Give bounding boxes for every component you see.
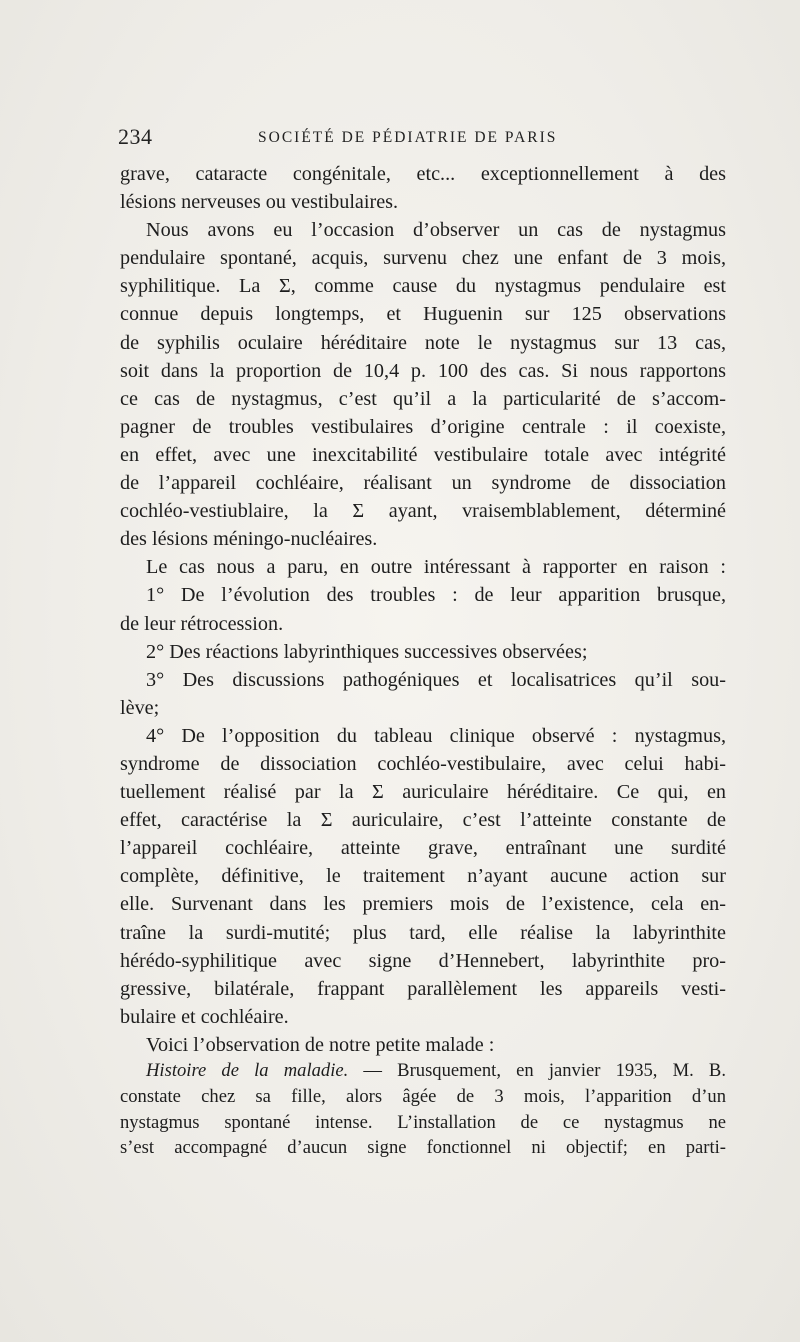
- history-heading: Histoire de la maladie.: [146, 1060, 349, 1081]
- text-line: syphilitique. La Σ, comme cause du nystagmus pendulaire est: [120, 275, 726, 298]
- running-title: SOCIÉTÉ DE PÉDIATRIE DE PARIS: [258, 129, 558, 146]
- text-line: Le cas nous a paru, en outre intéressant à rapporter en raison :: [146, 556, 726, 579]
- text-line: Nous avons eu l’occasion d’observer un cas de nystagmus: [146, 219, 726, 242]
- text-line: tuellement réalisé par la Σ auriculaire héréditaire. Ce qui, en: [120, 781, 726, 804]
- text-line: 1° De l’évolution des troubles : de leur apparition brusque,: [146, 584, 726, 607]
- text-line: lève;: [120, 696, 160, 719]
- text-line: gressive, bilatérale, frappant parallèlement les appareils vesti-: [120, 977, 726, 1000]
- text-line: 4° De l’opposition du tableau clinique observé : nystagmus,: [146, 724, 726, 747]
- text-line: ce cas de nystagmus, c’est qu’il a la particularité de s’accom-: [120, 387, 726, 410]
- body-text: [120, 160, 726, 1059]
- text-line: lésions nerveuses ou vestibulaires.: [120, 191, 399, 214]
- history-first-line-rest: — Brusquement, en janvier 1935, M. B.: [348, 1060, 726, 1081]
- text-line: hérédo-syphilitique avec signe d’Hennebert, labyrinthite pro-: [120, 949, 726, 972]
- text-line: de syphilis oculaire héréditaire note le nystagmus sur 13 cas,: [120, 331, 726, 354]
- text-line: de leur rétrocession.: [120, 612, 284, 635]
- text-line: Voici l’observation de notre petite malade :: [146, 1033, 495, 1056]
- text-line: de l’appareil cochléaire, réalisant un syndrome de dissociation: [120, 472, 726, 495]
- text-line: connue depuis longtemps, et Huguenin sur 125 observations: [120, 303, 726, 326]
- history-line: s’est accompagné d’aucun signe fonctionnel ni objectif; en parti-: [120, 1137, 726, 1159]
- text-line: des lésions méningo-nucléaires.: [120, 528, 378, 551]
- text-line: 3° Des discussions pathogéniques et localisatrices qu’il sou-: [146, 668, 726, 691]
- case-history: [120, 1058, 726, 1161]
- text-line: soit dans la proportion de 10,4 p. 100 des cas. Si nous rapportons: [120, 359, 726, 382]
- text-line: 2° Des réactions labyrinthiques successives observées;: [146, 640, 588, 663]
- text-line: elle. Survenant dans les premiers mois de l’existence, cela en-: [120, 893, 726, 916]
- history-first-line: [120, 1058, 726, 1084]
- text-line: pendulaire spontané, acquis, survenu chez une enfant de 3 mois,: [120, 247, 726, 270]
- text-line: l’appareil cochléaire, atteinte grave, entraînant une surdité: [120, 837, 726, 860]
- text-line: en effet, avec une inexcitabilité vestibulaire totale avec intégrité: [120, 443, 726, 466]
- text-line: bulaire et cochléaire.: [120, 1005, 289, 1028]
- text-line: cochléo-vestiublaire, la Σ ayant, vraisemblablement, déterminé: [120, 500, 726, 523]
- history-line: nystagmus spontané intense. L’installation de ce nystagmus ne: [120, 1111, 726, 1133]
- text-line: syndrome de dissociation cochléo-vestibulaire, avec celui habi-: [120, 752, 726, 775]
- text-line: effet, caractérise la Σ auriculaire, c’est l’atteinte constante de: [120, 809, 726, 832]
- page-header: [118, 124, 728, 156]
- text-line: grave, cataracte congénitale, etc... exceptionnellement à des: [120, 163, 726, 185]
- text-line: complète, définitive, le traitement n’ayant aucune action sur: [120, 865, 726, 888]
- history-line: constate chez sa fille, alors âgée de 3 mois, l’apparition d’un: [120, 1085, 726, 1107]
- text-line: traîne la surdi-mutité; plus tard, elle réalise la labyrinthite: [120, 921, 726, 944]
- text-line: pagner de troubles vestibulaires d’origine centrale : il coexiste,: [120, 415, 726, 438]
- page-number: 234: [118, 124, 153, 149]
